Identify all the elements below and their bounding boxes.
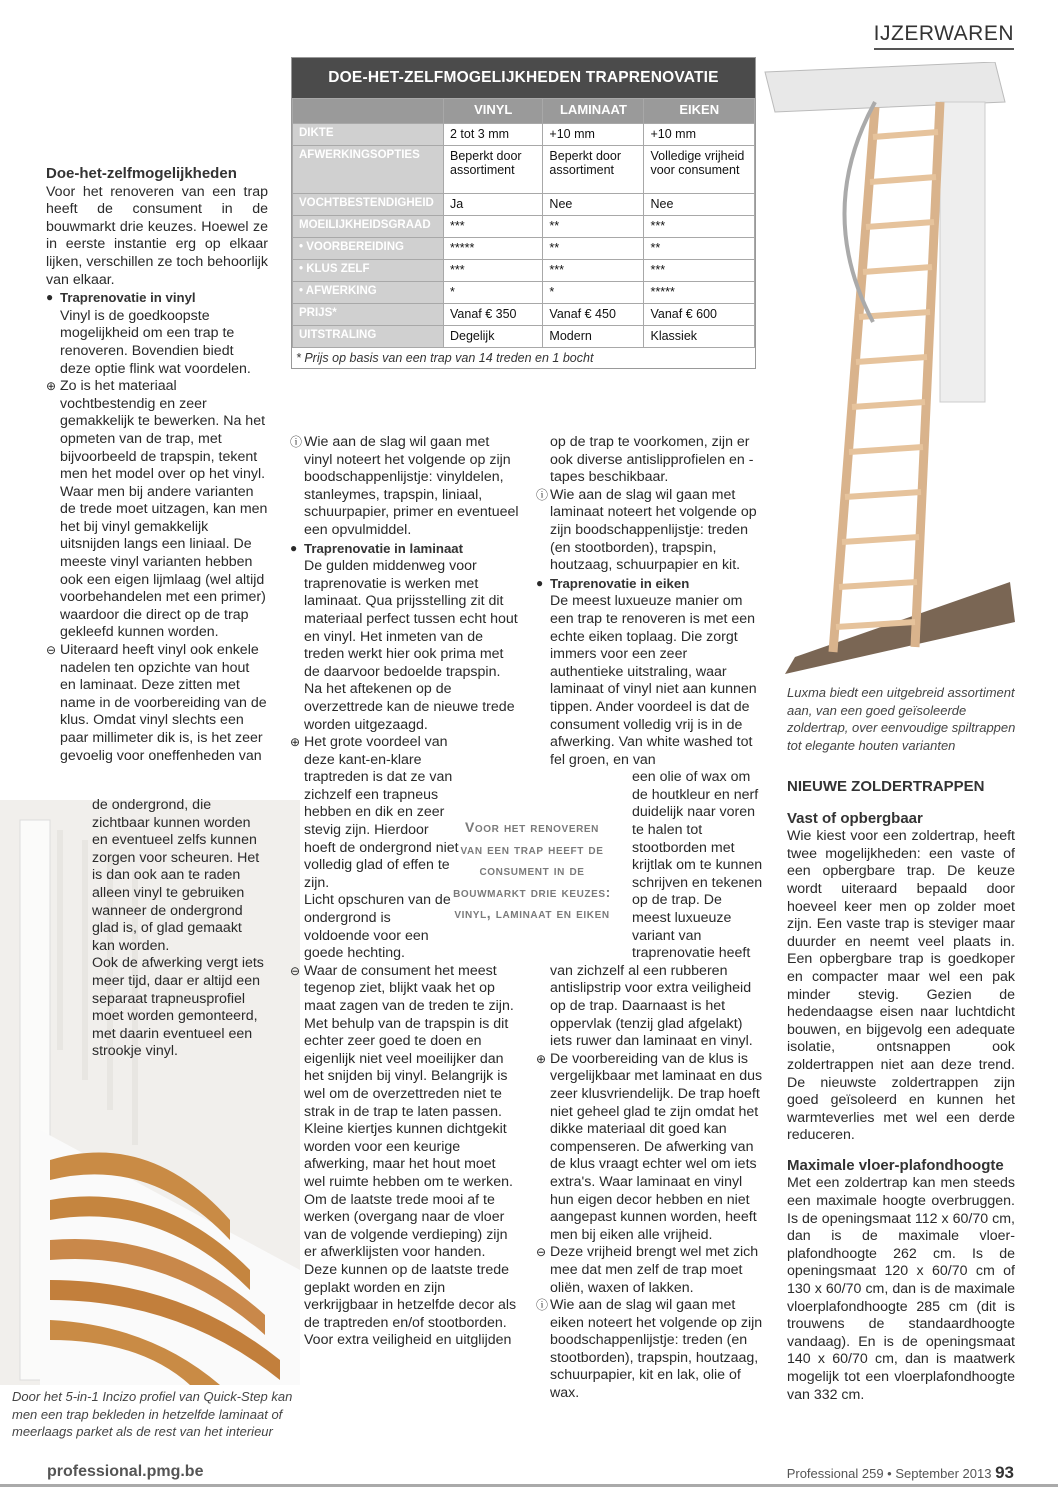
paragraph: Zo is het materiaal vochtbestendig en zeer gemakkelijk te bewerken. Na het opmeten van de trap, met bijvoorbeeld de trapspin, tekent men het model over op het vinyl. Waar men bij andere varianten de trede moet uitzagen, kan men het bij vinyl gemakkelijk uitsnijden langs een liniaal. De meeste vinyl varianten hebben ook een eigen lijmlaag (wel altijd voorbehandelen met een primer) waardoor die direct op de trap gekleefd kunnen worden. (60, 378, 268, 641)
bullet-icon: ● (46, 290, 54, 305)
table-cell: *** (444, 260, 543, 282)
row-label: • VOORBEREIDING (293, 238, 444, 260)
table-cell: Nee (543, 194, 644, 216)
info-icon: ⓘ (290, 435, 303, 449)
paragraph: Voor het renoveren van een trap heeft de consument in de bouwmarkt drie keuzes. Hoewel ze in eerste instantie erg op elkaar lijken, verschillen ze toch behoorlijk van elkaar. (46, 183, 268, 288)
row-label: • AFWERKING (293, 282, 444, 304)
issue-label: Professional 259 • September 2013 (786, 1466, 992, 1481)
floor-mat (785, 582, 1015, 674)
paragraph: Het grote voordeel van deze kant-en-klare traptreden is dat ze van zichzelf een trapneus hebben en dik en zeer stevig zijn. Hierdoor hoeft de ondergrond niet volledig glad of effen te zijn. (304, 734, 459, 891)
column-header: LAMINAAT (543, 99, 644, 124)
info-icon: ⓘ (536, 1298, 549, 1313)
plus-icon: ⊕ (290, 735, 301, 750)
footer-site[interactable]: professional.pmg.be (47, 1463, 204, 1480)
table-cell: Modern (543, 326, 644, 348)
table-footnote: * Prijs op basis van een trap van 14 treden en 1 bocht (296, 351, 594, 365)
table-cell: ** (543, 238, 644, 260)
minus-icon: ⊖ (536, 1245, 547, 1260)
paragraph: De gulden middenweg voor traprenovatie is werken met laminaat. Qua prijsstelling zit dit materiaal perfect tussen echt hout en vinyl. Het inmeten van de treden werkt hier ook prima met de daarvoor bedoelde trapspin. Na het aftekenen op de overzettrede kan de nieuwe trede worden uitgezaagd. (304, 558, 518, 733)
table-cell: *** (644, 216, 755, 238)
table-cell: ***** (444, 238, 543, 260)
table-cell: *** (644, 260, 755, 282)
paragraph: Wie aan de slag wil gaan met vinyl noteert het volgende op zijn boodschappenlijstje: vinyldelen, stanleymes, trapspin, liniaal, schuurpapier, primer en eventueel een opvulmiddel. (304, 434, 519, 538)
column-4 (787, 778, 1015, 1404)
paragraph: een olie of wax om de houtkleur en nerf duidelijk naar voren te halen tot stootborden met krijtlak om te kunnen schrijven en tekenen op de trap. De meest luxueuze variant van traprenovatie heeft (632, 769, 763, 962)
table-cell: Vanaf € 600 (644, 304, 755, 326)
table-cell: Vanaf € 350 (444, 304, 543, 326)
ladder-caption: Luxma biedt een uitgebreid assortiment aan, van een goed geïsoleerde zoldertrap, over eenvoudige spiltrappen tot elegante houten varianten (787, 685, 1016, 753)
section-heading: NIEUWE ZOLDERTRAPPEN (787, 778, 985, 795)
table-cell: ** (644, 238, 755, 260)
pull-quote: Voor het renoveren van een trap heeft de consument in de bouwmarkt drie keuzes: vinyl, laminaat en eiken (453, 819, 611, 921)
ladder-rail-right (915, 102, 940, 647)
paragraph: De voorbereiding van de klus is vergelijkbaar met laminaat en dus zeer klusvriendelijk. De trap hoeft niet geheel glad te zijn omdat het dikke materiaal dit goed kan compenseren. De afwerking van de klus vraagt echter wel om iets extra's. Waar laminaat en vinyl hun eigen decor hebben en niet aangepast kunnen worden, heeft men bij eiken alle vrijheid. (550, 1050, 763, 1243)
paragraph: Ook de afwerking vergt iets meer tijd, daar er altijd een separaat trapneusprofiel moet worden gemonteerd, met daarin eventueel een strookje vinyl. (92, 955, 264, 1060)
table-cell: Klassiek (644, 326, 755, 348)
paragraph: Wie kiest voor een zoldertrap, heeft twee mogelijkheden: een vaste of een opbergbare trap. De keuze wordt uiteraard bepaald door hoeveel keer men op zolder moet zijn. Een vaste trap is steviger maar duurder en neemt veel plaats in. Een opbergbare trap is goedkoper en compacter maar wel een pak minder stevig. Gezien de hedendaagse eisen naar luchtdicht bouwen, en bijgevolg een adequate isolatie, ontsnappen ook zoldertrappen niet aan deze trend. De nieuwste zoldertrappen zijn goed geïsoleerd en kunnen het warmteverlies met wel een derde reduceren. (787, 828, 1015, 1144)
table-row (293, 282, 755, 304)
row-label: • KLUS ZELF (293, 260, 444, 282)
attic-ladder-photo (755, 62, 1025, 682)
paragraph: Licht opschuren van de ondergrond is voldoende voor een goede hechting. (304, 892, 451, 962)
plus-icon: ⊕ (46, 379, 57, 394)
subheading: Maximale vloer-plafondhoogte (787, 1156, 1004, 1174)
table-header-row (293, 99, 755, 124)
table-cell: * (543, 282, 644, 304)
photo-caption-left: Door het 5-in-1 Incizo profiel van Quick-Step kan men een trap bekleden in hetzelfde laminaat of meerlaags parket als de rest van het interieur (12, 1389, 293, 1439)
paragraph: de ondergrond, die zichtbaar kunnen worden en eventueel zelfs kunnen zorgen voor scheuren. Het is dan ook aan te raden alleen vinyl te gebruiken wanneer de ondergrond glad is, of glad gemaakt kan worden. (92, 797, 260, 954)
bullet-icon: ● (536, 575, 544, 590)
info-icon: ⓘ (536, 487, 549, 502)
table-cell: Ja (444, 194, 543, 216)
table-row (293, 146, 755, 194)
column-header: EIKEN (644, 99, 755, 124)
column-1 (46, 165, 268, 765)
footer-rule (0, 1484, 1058, 1487)
section-tag: IJZERWAREN (874, 22, 1014, 50)
column-3 (536, 434, 764, 1403)
table-row (293, 304, 755, 326)
paragraph: Uiteraard heeft vinyl ook enkele nadelen ten opzichte van hout en laminaat. Deze zitten met name in de voorbereiding van de klus. Omdat vinyl slechts een paar millimeter dik is, is het zeer gevoelig voor oneffenheden van (60, 642, 267, 764)
table-cell: +10 mm (543, 124, 644, 146)
table-cell: Beperkt door assortiment (444, 146, 543, 194)
table-cell: *** (543, 260, 644, 282)
table-cell: * (444, 282, 543, 304)
subheading: Traprenovatie in laminaat (304, 540, 464, 556)
table-row (293, 238, 755, 260)
paragraph: Met een zoldertrap kan men steeds een maximale hoogte overbruggen. Is de openingsmaat 112 x 60/70 cm, dan is de maximale vloer-plafondhoogte 262 cm. Is de openingsmaat 120 x 60/70 cm of 130 x 60/70 cm, dan is de maximale vloerplafondhoogte 285 cm (dit is trouwens de standaardhoogte vandaag). En is de openingsmaat 140 x 60/70 cm, dan is maatwerk mogelijk tot een vloerplafondhoogte van 332 cm. (787, 1175, 1015, 1403)
paragraph: Deze vrijheid brengt wel met zich mee dat men zelf de trap moet oliën, waxen of lakken. (550, 1244, 759, 1296)
table-cell: Degelijk (444, 326, 543, 348)
paragraph: Om de laatste trede mooi af te werken (overgang naar de vloer van de volgende verdieping) zijn er afwerklijsten voor handen. Deze kunnen op de laatste trede geplakt worden en zijn verkrijgbaar in hetzelfde decor als de traptreden en/of stootborden. Voor extra veiligheid en uitglijden (304, 1191, 517, 1349)
table-cell: Vanaf € 450 (543, 304, 644, 326)
minus-icon: ⊖ (290, 963, 301, 978)
table-row (293, 260, 755, 282)
bullet-icon: ● (290, 540, 298, 555)
paragraph: De meest luxueuze manier om een trap te renoveren is met een echte eiken toplaag. Die zorgt immers voor een zeer authentieke uitstraling, waar laminaat of vinyl niet aan kunnen tippen. Ander voordeel is dat de consument volledig vrij is in de afwerking. Van white washed tot fel groen, en van (550, 593, 757, 768)
table-cell: *** (444, 216, 543, 238)
subheading: Traprenovatie in vinyl (60, 290, 196, 306)
paragraph: Vinyl is de goedkoopste mogelijkheid om een trap te renoveren. Bovendien biedt deze optie flink wat voordelen. (60, 307, 251, 377)
row-label: DIKTE (293, 124, 444, 146)
ladder-rail-left (833, 107, 875, 652)
table-corner (293, 99, 444, 124)
column-header: VINYL (444, 99, 543, 124)
table-row (293, 124, 755, 146)
table-cell: ***** (644, 282, 755, 304)
paragraph: Waar de consument het meest tegenop ziet, blijkt vaak het op maat zagen van de treden te zijn. Met behulp van de trapspin is dit echter zeer goed te doen en eigenlijk niet veel moeilijker dan het snijden bij vinyl. Belangrijk is wel om de overzettreden niet te strak in de trap te laten passen. Kleine kiertjes kunnen dichtgekit worden voor een keurige afwerking, maar het hout moet wel ruimte hebben om te werken. (304, 962, 514, 1190)
subheading: Traprenovatie in eiken (550, 575, 690, 591)
table-row (293, 326, 755, 348)
table-row (293, 194, 755, 216)
page-number: 93 (995, 1463, 1014, 1482)
table-title: DOE-HET-ZELFMOGELIJKHEDEN TRAPRENOVATIE (292, 58, 755, 98)
row-label: AFWERKINGSOPTIES (293, 146, 444, 194)
table-row (293, 216, 755, 238)
row-label: MOEILIJKHEIDSGRAAD (293, 216, 444, 238)
row-label: UITSTRALING (293, 326, 444, 348)
column-1-continued (92, 797, 268, 1061)
table-cell: ** (543, 216, 644, 238)
footer-issue (787, 1463, 1014, 1483)
paragraph: van zichzelf al een rubberen antislipstrip voor extra veiligheid op de trap. Daarnaast is het oppervlak (tenzij glad afgelakt) iets ruwer dan laminaat en vinyl. (550, 962, 753, 1050)
hatch-door (940, 102, 985, 402)
plus-icon: ⊕ (536, 1051, 547, 1066)
section-heading: Doe-het-zelfmogelijkheden (46, 165, 237, 182)
table-cell: Volledige vrijheid voor consument (644, 146, 755, 194)
paragraph: Wie aan de slag wil gaan met laminaat noteert het volgende op zijn boodschappenlijstje: treden (en stootborden), trapspin, houtzaag, schuurpapier en kit. (550, 486, 757, 574)
table-cell: +10 mm (644, 124, 755, 146)
row-label: VOCHTBESTENDIGHEID (293, 194, 444, 216)
table-cell: Nee (644, 194, 755, 216)
renovation-table (291, 57, 756, 369)
table-cell: Beperkt door assortiment (543, 146, 644, 194)
table-cell: 2 tot 3 mm (444, 124, 543, 146)
paragraph: op de trap te voorkomen, zijn er ook diverse antislipprofielen en -tapes beschikbaar. (550, 434, 754, 486)
paragraph: Wie aan de slag wil gaan met eiken noteert het volgende op zijn boodschappenlijstje: treden (en stootborden), trapspin, houtzaag, schuurpapier, kit en lak, olie of wax. (550, 1297, 763, 1402)
subheading: Vast of opbergbaar (787, 809, 923, 827)
minus-icon: ⊖ (46, 643, 57, 658)
row-label: PRIJS* (293, 304, 444, 326)
